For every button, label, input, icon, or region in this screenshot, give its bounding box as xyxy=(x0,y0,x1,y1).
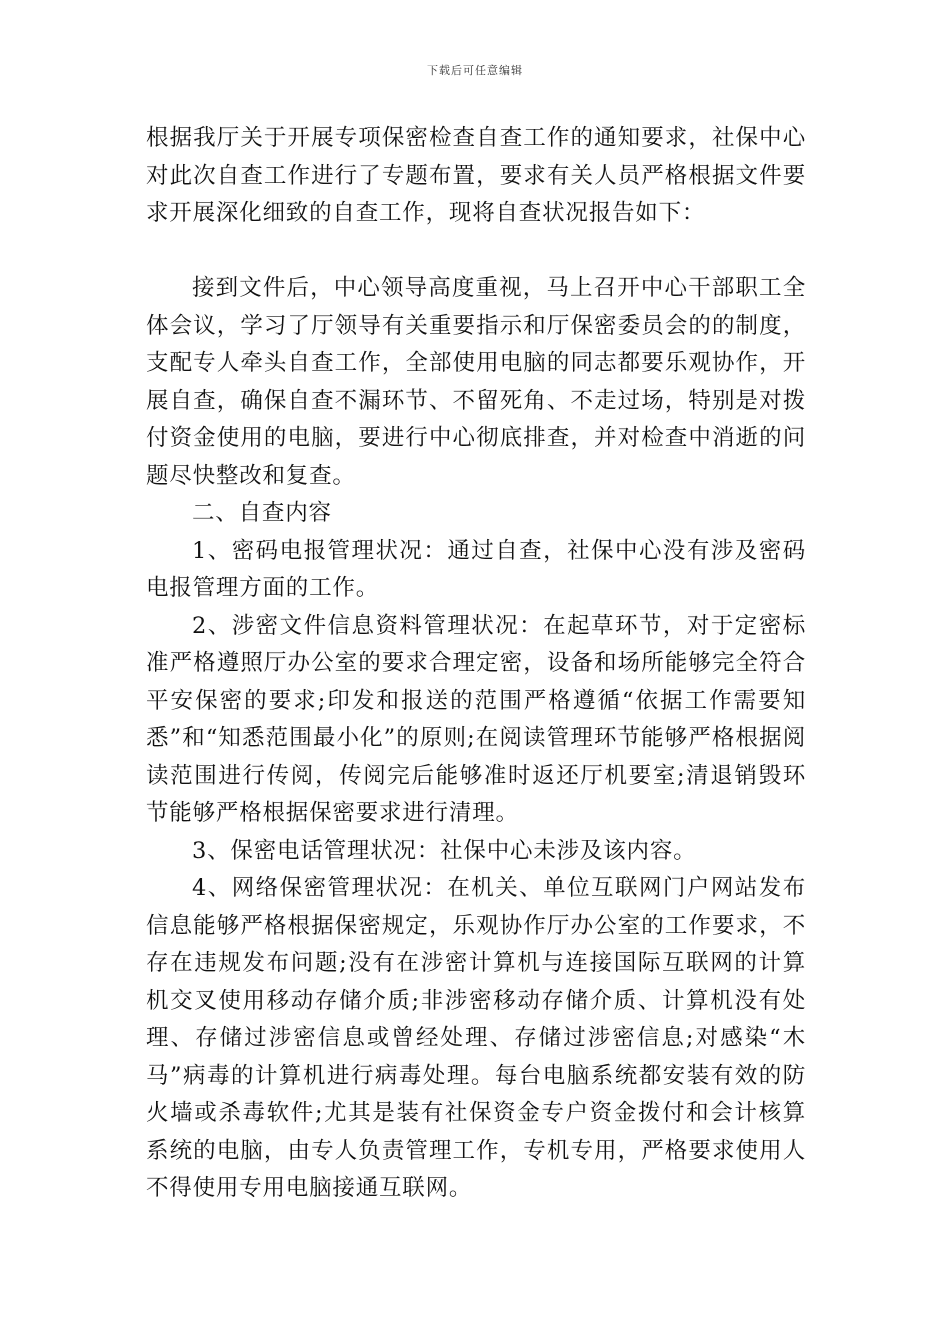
document-body xyxy=(146,120,806,1208)
paragraph-intro: 根据我厅关于开展专项保密检查自查工作的通知要求，社保中心对此次自查工作进行了专题布置，要求有关人员严格根据文件要求开展深化细致的自查工作，现将自查状况报告如下： xyxy=(146,125,806,226)
paragraph-item-4: 4、网络保密管理状况：在机关、单位互联网门户网站发布信息能够严格根据保密规定，乐观协作厅办公室的工作要求，不存在违规发布问题;没有在涉密计算机与连接国际互联网的计算机交叉使用移动存储介质;非涉密移动存储介质、计算机没有处理、存储过涉密信息或曾经处理、存储过涉密信息;对感染“木马”病毒的计算机进行病毒处理。每台电脑系统都安装有效的防火墙或杀毒软件;尤其是装有社保资金专户资金拨付和会计核算系统的电脑，由专人负责管理工作，专机专用，严格要求使用人不得使用专用电脑接通互联网。 xyxy=(146,875,806,1201)
section-heading: 二、自查内容 xyxy=(192,500,332,526)
paragraph-item-1: 1、密码电报管理状况：通过自查，社保中心没有涉及密码电报管理方面的工作。 xyxy=(146,537,806,601)
paragraph-item-2: 2、涉密文件信息资料管理状况：在起草环节，对于定密标准严格遵照厅办公室的要求合理定密，设备和场所能够完全符合平安保密的要求;印发和报送的范围严格遵循“依据工作需要知悉”和“知悉范围最小化”的原则;在阅读管理环节能够严格根据阅读范围进行传阅，传阅完后能够准时返还厅机要室;清退销毁环节能够严格根据保密要求进行清理。 xyxy=(146,612,806,826)
paragraph-receipt: 接到文件后，中心领导高度重视，马上召开中心干部职工全体会议，学习了厅领导有关重要指示和厅保密委员会的的制度，支配专人牵头自查工作，全部使用电脑的同志都要乐观协作，开展自查，确保自查不漏环节、不留死角、不走过场，特别是对拨付资金使用的电脑，要进行中心彻底排查，并对检查中消逝的问题尽快整改和复查。 xyxy=(146,275,806,489)
paragraph-item-3: 3、保密电话管理状况：社保中心未涉及该内容。 xyxy=(192,837,697,864)
page-header: 下载后可任意编辑 xyxy=(427,64,523,77)
